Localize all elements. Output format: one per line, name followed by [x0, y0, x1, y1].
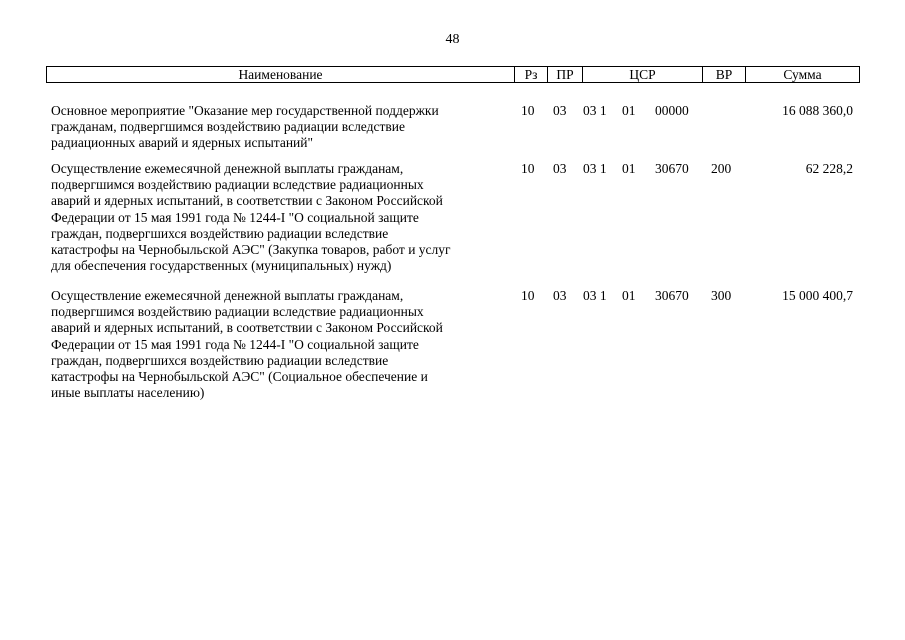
row-csr-subprogram: 01 — [622, 103, 636, 118]
row-name-line: для обеспечения государственных (муниципальных) нужд) — [51, 258, 392, 274]
row-name-line: гражданам, подвергшимся воздействию радиации вследствие — [51, 119, 405, 135]
row-csr-subprogram: 01 — [622, 161, 636, 176]
row-name-line: Осуществление ежемесячной денежной выплаты гражданам, — [51, 161, 404, 176]
row-csr-direction: 30670 — [655, 288, 689, 303]
column-header-csr: ЦСР — [583, 67, 703, 83]
row-pr: 03 — [553, 103, 567, 118]
row-rz: 10 — [521, 161, 535, 176]
row-name-line: аварий и ядерных испытаний, в соответствии с Законом Российской — [51, 320, 443, 336]
column-header-table — [46, 66, 860, 83]
row-vr: 300 — [711, 288, 732, 303]
column-header-vr: ВР — [703, 67, 746, 83]
row-name-line: катастрофы на Чернобыльской АЭС" (Закупка товаров, работ и услуг — [51, 242, 451, 258]
row-name-line: Федерации от 15 мая 1991 года № 1244-I "О социальной защите — [51, 336, 419, 352]
row-name-line: граждан, подвергшихся воздействию радиации вследствие — [51, 225, 389, 241]
row-name-line: граждан, подвергшихся воздействию радиации вследствие — [51, 352, 389, 368]
page-number: 48 — [445, 32, 460, 47]
row-name-line: подвергшимся воздействию радиации вследствие радиационных — [51, 304, 424, 320]
column-header-rz: Рз — [515, 67, 548, 83]
column-header-row — [47, 67, 860, 83]
row-csr-program: 03 1 — [583, 103, 607, 118]
row-sum: 16 088 360,0 — [782, 103, 853, 118]
row-csr-program: 03 1 — [583, 288, 607, 303]
row-csr-subprogram: 01 — [622, 288, 636, 303]
row-name-line: Осуществление ежемесячной денежной выплаты гражданам, — [51, 288, 404, 303]
row-pr: 03 — [553, 161, 567, 176]
row-rz: 10 — [521, 288, 535, 303]
row-sum: 15 000 400,7 — [782, 288, 853, 303]
row-name-line: иные выплаты населению) — [51, 385, 205, 401]
row-name-line: подвергшимся воздействию радиации вследствие радиационных — [51, 177, 424, 193]
row-name-line: Основное мероприятие "Оказание мер государственной поддержки — [51, 103, 439, 118]
row-vr: 200 — [711, 161, 732, 176]
row-csr-program: 03 1 — [583, 161, 607, 176]
row-name-line: катастрофы на Чернобыльской АЭС" (Социальное обеспечение и — [51, 369, 428, 385]
row-name-line: аварий и ядерных испытаний, в соответствии с Законом Российской — [51, 193, 443, 209]
column-header-name: Наименование — [47, 67, 515, 83]
row-name-line: радиационных аварий и ядерных испытаний" — [51, 135, 314, 151]
row-sum: 62 228,2 — [805, 161, 853, 176]
row-name — [51, 103, 509, 152]
row-name — [51, 161, 509, 274]
column-header-sum: Сумма — [746, 67, 860, 83]
row-name-line: Федерации от 15 мая 1991 года № 1244-I "О социальной защите — [51, 209, 419, 225]
row-rz: 10 — [521, 103, 535, 118]
row-csr-direction: 30670 — [655, 161, 689, 176]
column-header-pr: ПР — [548, 67, 583, 83]
row-name — [51, 288, 509, 401]
row-pr: 03 — [553, 288, 567, 303]
row-csr-direction: 00000 — [655, 103, 689, 118]
